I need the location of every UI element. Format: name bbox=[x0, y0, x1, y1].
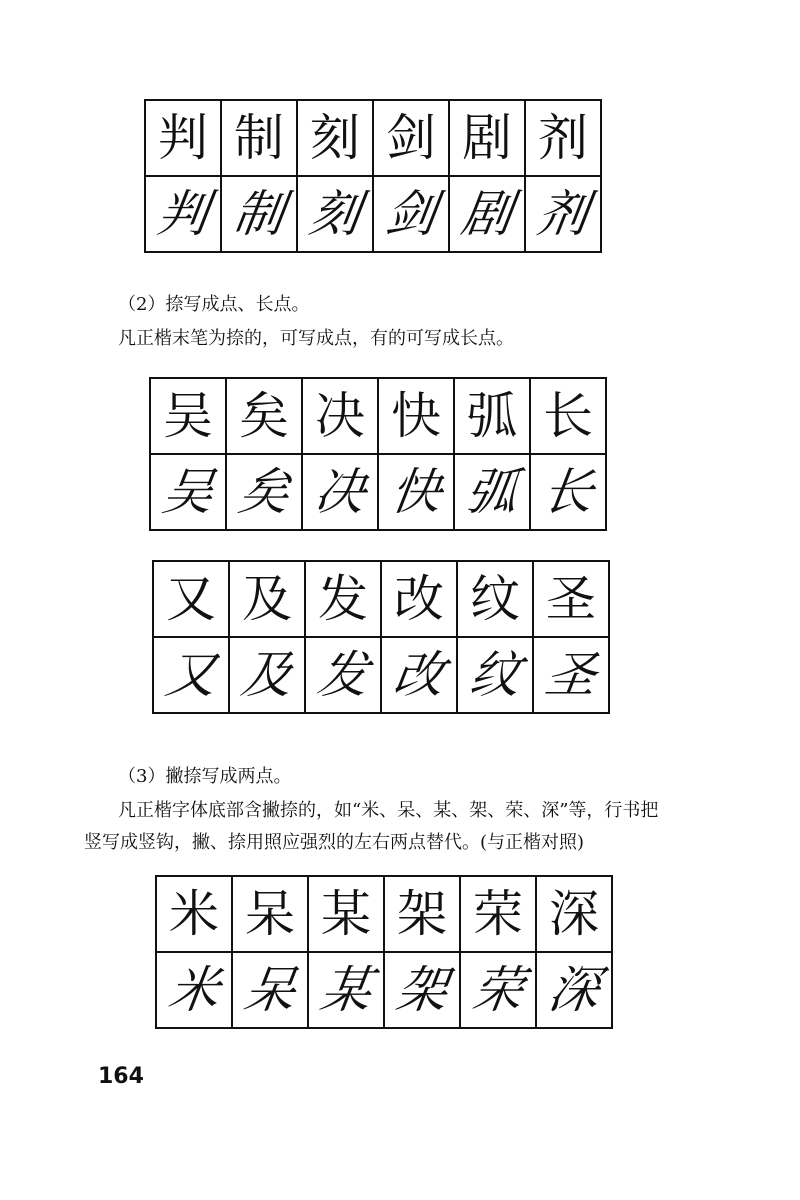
char-cell: 深 bbox=[544, 961, 604, 1019]
section-2-body: 凡正楷末笔为捺的，可写成点，有的可写成长点。 bbox=[118, 328, 514, 349]
char-cell: 及 bbox=[237, 646, 297, 704]
char-cell: 判 bbox=[153, 185, 213, 243]
char-cell: 制 bbox=[221, 100, 297, 176]
char-cell: 剑 bbox=[373, 100, 449, 176]
char-cell: 长 bbox=[538, 463, 598, 521]
char-cell: 纹 bbox=[465, 646, 525, 704]
char-cell: 剧 bbox=[457, 185, 517, 243]
running-script-row bbox=[145, 176, 601, 252]
char-cell: 刻 bbox=[305, 185, 365, 243]
char-cell: 架 bbox=[384, 876, 460, 952]
char-cell: 吴 bbox=[158, 463, 218, 521]
char-cell: 纹 bbox=[457, 561, 533, 637]
running-script-row bbox=[153, 637, 609, 713]
char-cell: 快 bbox=[386, 463, 446, 521]
char-cell: 改 bbox=[381, 561, 457, 637]
standard-script-row bbox=[150, 378, 606, 454]
char-cell: 架 bbox=[392, 961, 452, 1019]
char-cell: 圣 bbox=[541, 646, 601, 704]
running-script-row bbox=[156, 952, 612, 1028]
char-cell: 又 bbox=[153, 561, 229, 637]
char-cell: 决 bbox=[302, 378, 378, 454]
char-cell: 快 bbox=[378, 378, 454, 454]
char-cell: 矣 bbox=[226, 378, 302, 454]
char-cell: 米 bbox=[156, 876, 232, 952]
char-cell: 发 bbox=[305, 561, 381, 637]
char-cell: 及 bbox=[229, 561, 305, 637]
char-cell: 决 bbox=[310, 463, 370, 521]
char-cell: 刻 bbox=[297, 100, 373, 176]
char-cell: 呆 bbox=[232, 876, 308, 952]
standard-script-row bbox=[153, 561, 609, 637]
char-cell: 改 bbox=[389, 646, 449, 704]
char-cell: 圣 bbox=[533, 561, 609, 637]
char-cell: 某 bbox=[308, 876, 384, 952]
char-cell: 又 bbox=[161, 646, 221, 704]
page-number: 164 bbox=[98, 1064, 144, 1089]
character-table-2 bbox=[149, 377, 607, 531]
char-cell: 矣 bbox=[234, 463, 294, 521]
char-cell: 剧 bbox=[449, 100, 525, 176]
char-cell: 荣 bbox=[468, 961, 528, 1019]
section-3-body-line-2: 竖写成竖钩，撇、捺用照应强烈的左右两点替代。(与正楷对照) bbox=[84, 832, 585, 853]
character-table-4 bbox=[155, 875, 613, 1029]
char-cell: 呆 bbox=[240, 961, 300, 1019]
standard-script-row bbox=[145, 100, 601, 176]
char-cell: 制 bbox=[229, 185, 289, 243]
char-cell: 长 bbox=[530, 378, 606, 454]
running-script-row bbox=[150, 454, 606, 530]
char-cell: 深 bbox=[536, 876, 612, 952]
char-cell: 米 bbox=[164, 961, 224, 1019]
char-cell: 吴 bbox=[150, 378, 226, 454]
char-cell: 判 bbox=[145, 100, 221, 176]
section-3-body-line-1: 凡正楷字体底部含撇捺的，如“米、呆、某、架、荣、深”等，行书把 bbox=[118, 800, 659, 821]
char-cell: 剂 bbox=[525, 100, 601, 176]
char-cell: 弧 bbox=[454, 378, 530, 454]
section-2-heading: （2）捺写成点、长点。 bbox=[118, 294, 310, 315]
char-cell: 发 bbox=[313, 646, 373, 704]
char-cell: 剂 bbox=[533, 185, 593, 243]
section-3-heading: （3）撇捺写成两点。 bbox=[118, 766, 292, 787]
char-cell: 弧 bbox=[462, 463, 522, 521]
character-table-1 bbox=[144, 99, 602, 253]
char-cell: 剑 bbox=[381, 185, 441, 243]
char-cell: 荣 bbox=[460, 876, 536, 952]
char-cell: 某 bbox=[316, 961, 376, 1019]
standard-script-row bbox=[156, 876, 612, 952]
character-table-3 bbox=[152, 560, 610, 714]
